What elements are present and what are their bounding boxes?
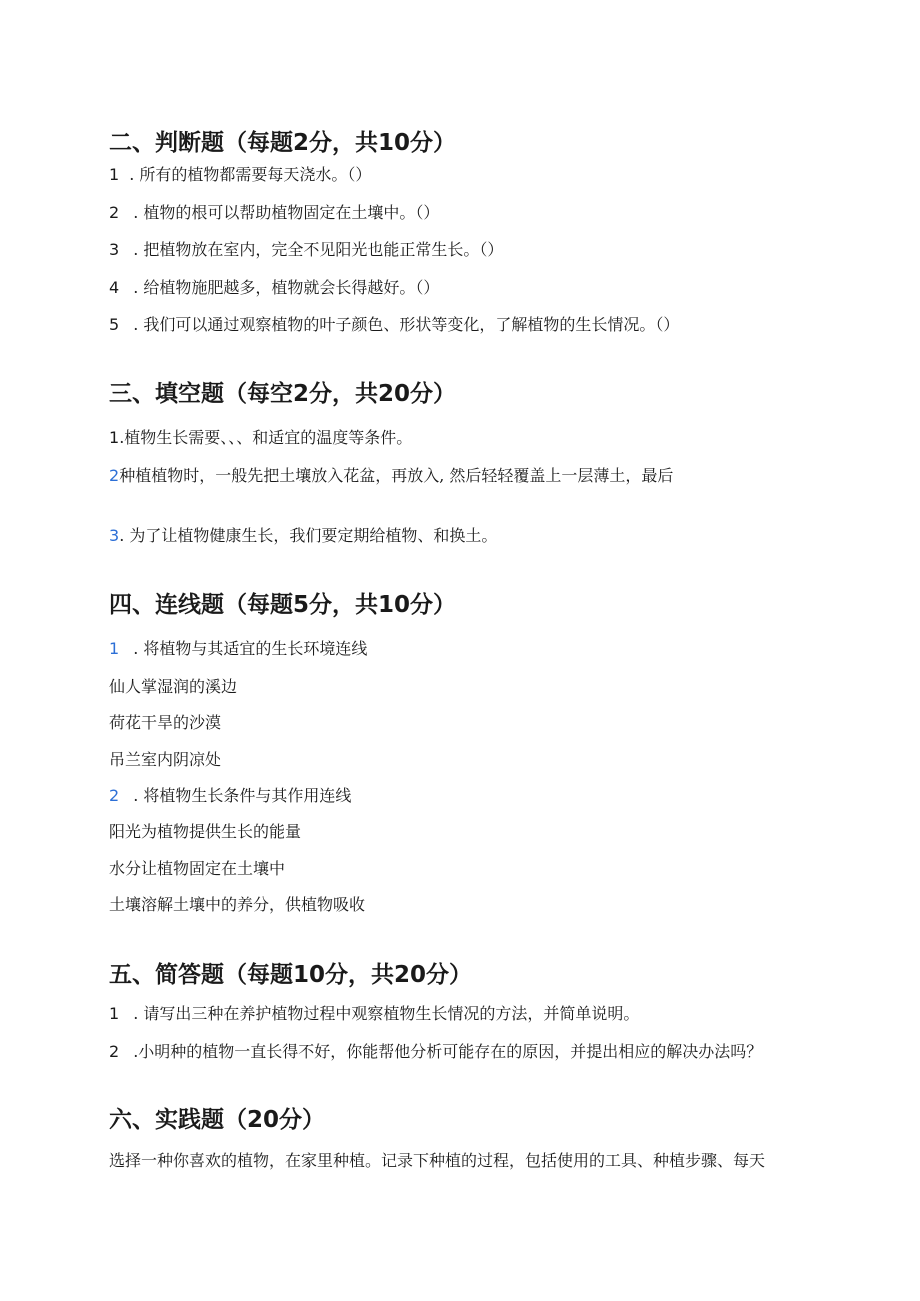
matching-question-1 (109, 639, 367, 659)
matching-line-3: 吊兰室内阴凉处 (109, 750, 222, 769)
judgment-question-4 (109, 278, 439, 298)
section-title-judgment: 二、判断题（每题2分，共10分） (109, 130, 457, 156)
fill-question-3 (109, 526, 497, 546)
question-text: 种植植物时，一般先把土壤放入花盆，再放入, 然后轻轻覆盖上一层薄土，最后 (119, 466, 674, 485)
question-number: 1 (109, 1004, 120, 1023)
fill-question-2 (109, 466, 673, 486)
question-number: 4 (109, 278, 120, 297)
question-text: . 把植物放在室内，完全不见阳光也能正常生长。（） (133, 240, 504, 259)
matching-line-2: 荷花干旱的沙漠 (109, 713, 222, 732)
question-text: .植物生长需要、、、和适宜的温度等条件。 (119, 428, 413, 447)
question-number: 3 (109, 526, 120, 545)
judgment-question-2 (109, 203, 439, 223)
question-number: 3 (109, 240, 120, 259)
question-number: 2 (109, 466, 120, 485)
question-text: . 请写出三种在养护植物过程中观察植物生长情况的方法，并简单说明。 (133, 1004, 640, 1023)
practice-text: 选择一种你喜欢的植物，在家里种植。记录下种植的过程，包括使用的工具、种植步骤、每天 (109, 1151, 766, 1170)
question-number: 1 (109, 165, 120, 184)
section-title-matching: 四、连线题（每题5分，共10分） (109, 592, 457, 618)
short-answer-question-1 (109, 1004, 639, 1024)
judgment-question-3 (109, 240, 503, 260)
question-text: . 给植物施肥越多，植物就会长得越好。（） (133, 278, 440, 297)
question-text: . 将植物生长条件与其作用连线 (133, 786, 352, 805)
matching-line-6: 土壤溶解土壤中的养分，供植物吸收 (109, 895, 366, 914)
judgment-question-1 (109, 165, 371, 185)
question-number: 2 (109, 1042, 120, 1061)
section-title-short-answer: 五、简答题（每题10分，共20分） (109, 962, 473, 988)
question-number: 5 (109, 315, 120, 334)
short-answer-question-2 (109, 1042, 762, 1062)
fill-question-1 (109, 428, 412, 448)
question-text: . 植物的根可以帮助植物固定在土壤中。（） (133, 203, 440, 222)
question-number: 2 (109, 786, 120, 805)
matching-line-5: 水分让植物固定在土壤中 (109, 859, 286, 878)
question-number: 1 (109, 639, 120, 658)
matching-line-4: 阳光为植物提供生长的能量 (109, 822, 302, 841)
question-text: . 所有的植物都需要每天浇水。（） (129, 165, 372, 184)
question-text: . 为了让植物健康生长，我们要定期给植物、和换土。 (119, 526, 498, 545)
question-text: . 将植物与其适宜的生长环境连线 (133, 639, 368, 658)
section-title-fill-blank: 三、填空题（每空2分，共20分） (109, 381, 457, 407)
question-number: 2 (109, 203, 120, 222)
question-text: . 我们可以通过观察植物的叶子颜色、形状等变化，了解植物的生长情况。（） (133, 315, 680, 334)
question-text: .小明种的植物一直长得不好，你能帮他分析可能存在的原因，并提出相应的解决办法吗？ (133, 1042, 763, 1061)
matching-line-1: 仙人掌湿润的溪边 (109, 677, 238, 696)
section-title-practice: 六、实践题（20分） (109, 1107, 326, 1133)
matching-question-2 (109, 786, 351, 806)
question-number: 1 (109, 428, 120, 447)
judgment-question-5 (109, 315, 679, 335)
